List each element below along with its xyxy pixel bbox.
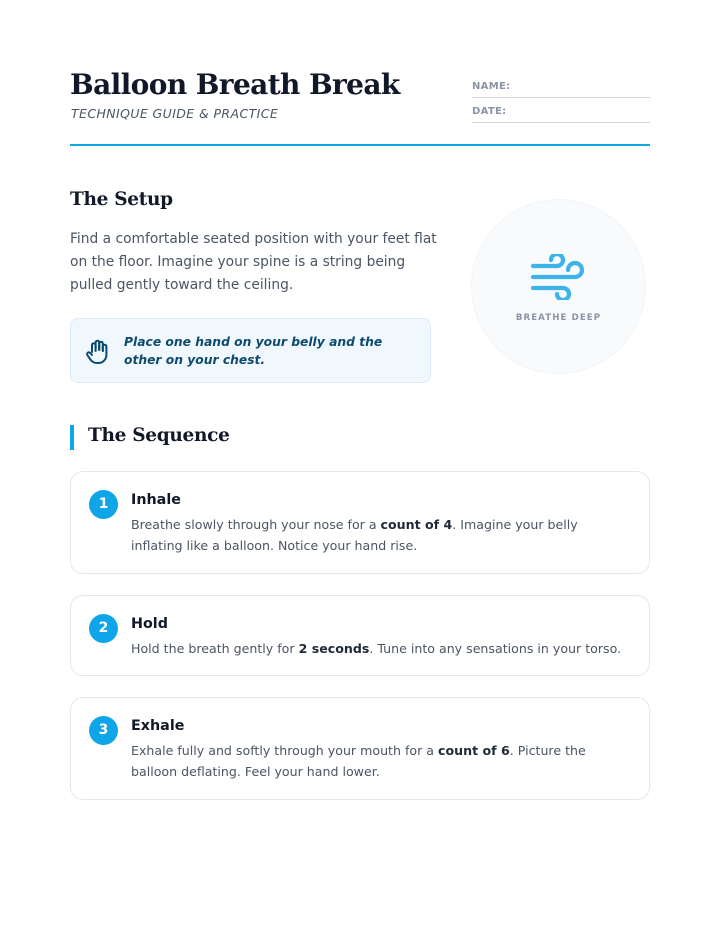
date-field[interactable]	[472, 103, 650, 123]
setup-heading: The Setup	[70, 189, 173, 210]
sequence-accent-bar	[70, 425, 74, 450]
step-title: Inhale	[131, 492, 181, 508]
name-field[interactable]	[472, 78, 650, 98]
breathe-badge	[471, 199, 646, 374]
setup-body: Find a comfortable seated position with your feet flat on the floor. Imagine your spine is a string being pulled gently toward the ceiling.	[70, 231, 437, 293]
hand-icon	[85, 338, 111, 366]
step-number: 1	[89, 490, 118, 519]
step-card-hold	[70, 595, 650, 676]
wind-icon	[530, 254, 588, 300]
step-title: Exhale	[131, 718, 185, 734]
step-description: Breathe slowly through your nose for a count of 4. Imagine your belly inflating like a balloon. Notice your hand rise.	[131, 517, 578, 553]
sequence-heading: The Sequence	[88, 425, 230, 446]
tip-text: Place one hand on your belly and the other on your chest.	[124, 335, 383, 367]
page-subtitle: TECHNIQUE GUIDE & PRACTICE	[71, 106, 279, 121]
worksheet-header	[70, 68, 650, 146]
step-number: 2	[89, 614, 118, 643]
page-title: Balloon Breath Break	[70, 68, 400, 101]
step-description: Hold the breath gently for 2 seconds. Tune into any sensations in your torso.	[131, 641, 622, 656]
step-card-inhale	[70, 471, 650, 574]
step-description: Exhale fully and softly through your mouth for a count of 6. Picture the balloon deflating. Feel your hand lower.	[131, 743, 586, 779]
step-title: Hold	[131, 616, 168, 632]
breathe-label: BREATHE DEEP	[515, 313, 602, 323]
step-emphasis: 2 seconds	[298, 641, 370, 656]
date-label: DATE:	[472, 106, 507, 117]
name-label: NAME:	[472, 81, 511, 92]
step-emphasis: count of 4	[380, 517, 453, 532]
step-card-exhale	[70, 697, 650, 800]
tip-callout	[70, 318, 431, 383]
step-number: 3	[89, 716, 118, 745]
step-emphasis: count of 6	[438, 743, 510, 758]
